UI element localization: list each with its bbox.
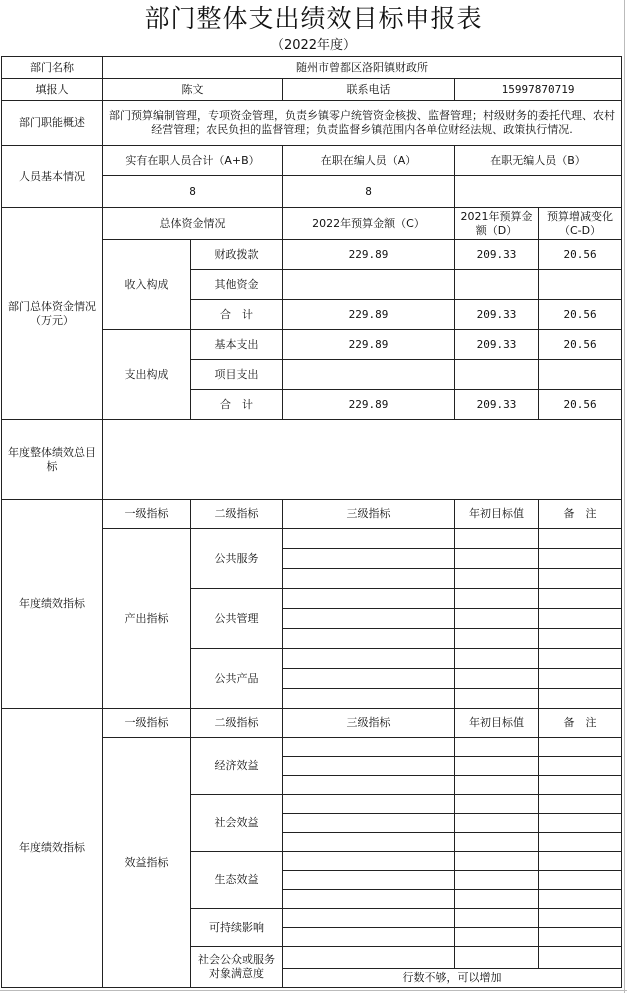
expense-name: 基本支出: [191, 330, 283, 360]
level3-cell[interactable]: [283, 776, 455, 795]
remark-cell[interactable]: [539, 852, 622, 871]
staff-header-a: 在职在编人员（A）: [283, 146, 455, 176]
remark-cell[interactable]: [539, 589, 622, 609]
benefit-level2-economic: 经济效益: [191, 738, 283, 795]
target-cell[interactable]: [455, 833, 539, 852]
benefit-header-level3: 三级指标: [283, 709, 455, 738]
output-indicators-label: 年度绩效指标: [2, 500, 103, 709]
remark-cell[interactable]: [539, 795, 622, 814]
remark-cell[interactable]: [539, 814, 622, 833]
income-diff[interactable]: [539, 270, 622, 300]
level3-cell[interactable]: [283, 689, 455, 709]
expense-d[interactable]: [455, 360, 539, 390]
output-level1: 产出指标: [103, 529, 191, 709]
staff-a-value[interactable]: 8: [283, 176, 455, 208]
income-total-label: 合 计: [191, 300, 283, 330]
target-cell[interactable]: [455, 589, 539, 609]
output-header-target: 年初目标值: [455, 500, 539, 529]
target-cell[interactable]: [455, 689, 539, 709]
duty-text[interactable]: 部门预算编制管理，专项资金管理，负责乡镇零户统管资金核拨、监督管理；村级财务的委托代理、农村经营管理；农民负担的监督管理；负责监督乡镇范围内各单位财经法规、政策执行情况.: [103, 101, 622, 146]
duty-label: 部门职能概述: [2, 101, 103, 146]
expense-name: 项目支出: [191, 360, 283, 390]
benefit-level2-sustainable: 可持续影响: [191, 909, 283, 947]
add-rows-note: 行数不够，可以增加: [283, 969, 622, 988]
remark-cell[interactable]: [539, 947, 622, 969]
row-duty: [2, 101, 622, 146]
remark-cell[interactable]: [539, 738, 622, 757]
target-cell[interactable]: [455, 549, 539, 569]
row-filler: [2, 79, 622, 101]
remark-cell[interactable]: [539, 629, 622, 649]
row-goal: [2, 420, 622, 500]
row-benefit-headers: [2, 709, 622, 738]
level3-cell[interactable]: [283, 629, 455, 649]
income-name: 财政拨款: [191, 240, 283, 270]
remark-cell[interactable]: [539, 649, 622, 669]
level3-cell[interactable]: [283, 529, 455, 549]
expense-total-d[interactable]: 209.33: [455, 390, 539, 420]
goal-text[interactable]: [103, 420, 622, 500]
filler-name[interactable]: 陈文: [103, 79, 283, 101]
expense-total-c[interactable]: 229.89: [283, 390, 455, 420]
funds-overall-header: 总体资金情况: [103, 208, 283, 240]
expense-diff[interactable]: [539, 360, 622, 390]
grid-bottom-line: [0, 990, 627, 991]
output-header-remark: 备 注: [539, 500, 622, 529]
target-cell[interactable]: [455, 852, 539, 871]
target-cell[interactable]: [455, 649, 539, 669]
expense-diff[interactable]: 20.56: [539, 330, 622, 360]
target-cell[interactable]: [455, 890, 539, 909]
page-year: （2022年度）: [270, 38, 357, 53]
benefit-header-target: 年初目标值: [455, 709, 539, 738]
staff-total-value[interactable]: 8: [103, 176, 283, 208]
target-cell[interactable]: [455, 928, 539, 947]
staff-header-b: 在职无编人员（B）: [455, 146, 622, 176]
benefit-header-level1: 一级指标: [103, 709, 191, 738]
target-cell[interactable]: [455, 814, 539, 833]
remark-cell[interactable]: [539, 669, 622, 689]
expense-c[interactable]: 229.89: [283, 330, 455, 360]
funds-col-2021: 2021年预算金额（D）: [455, 208, 539, 240]
funds-col-change: 预算增减变化（C-D）: [539, 208, 622, 240]
income-d[interactable]: 209.33: [455, 240, 539, 270]
expense-d[interactable]: 209.33: [455, 330, 539, 360]
output-level2-public-service: 公共服务: [191, 529, 283, 589]
grid-edge-line: [624, 0, 625, 993]
benefit-level2-ecological: 生态效益: [191, 852, 283, 909]
income-c[interactable]: 229.89: [283, 240, 455, 270]
expense-label: 支出构成: [103, 330, 191, 420]
income-total-diff[interactable]: 20.56: [539, 300, 622, 330]
income-label: 收入构成: [103, 240, 191, 330]
output-header-level1: 一级指标: [103, 500, 191, 529]
level3-cell[interactable]: [283, 589, 455, 609]
output-level2-public-management: 公共管理: [191, 589, 283, 649]
row-dept: [2, 57, 622, 79]
expense-c[interactable]: [283, 360, 455, 390]
level3-cell[interactable]: [283, 738, 455, 757]
remark-cell[interactable]: [539, 890, 622, 909]
row-output-headers: [2, 500, 622, 529]
target-cell[interactable]: [455, 776, 539, 795]
target-cell[interactable]: [455, 795, 539, 814]
remark-cell[interactable]: [539, 757, 622, 776]
target-cell[interactable]: [455, 569, 539, 589]
funds-col-2022: 2022年预算金额（C）: [283, 208, 455, 240]
benefit-indicators-label: 年度绩效指标: [2, 709, 103, 988]
level3-cell[interactable]: [283, 833, 455, 852]
target-cell[interactable]: [455, 529, 539, 549]
remark-cell[interactable]: [539, 871, 622, 890]
benefit-level1: 效益指标: [103, 738, 191, 988]
level3-cell[interactable]: [283, 890, 455, 909]
income-d[interactable]: [455, 270, 539, 300]
level3-cell[interactable]: [283, 609, 455, 629]
level3-cell[interactable]: [283, 871, 455, 890]
target-cell[interactable]: [455, 738, 539, 757]
remark-cell[interactable]: [539, 529, 622, 549]
target-cell[interactable]: [455, 609, 539, 629]
level3-cell[interactable]: [283, 947, 455, 969]
remark-cell[interactable]: [539, 549, 622, 569]
output-header-level2: 二级指标: [191, 500, 283, 529]
income-name: 其他资金: [191, 270, 283, 300]
level3-cell[interactable]: [283, 928, 455, 947]
remark-cell[interactable]: [539, 689, 622, 709]
remark-cell[interactable]: [539, 776, 622, 795]
income-diff[interactable]: 20.56: [539, 240, 622, 270]
staff-header-total: 实有在职人员合计（A+B）: [103, 146, 283, 176]
level3-cell[interactable]: [283, 852, 455, 871]
income-c[interactable]: [283, 270, 455, 300]
level3-cell[interactable]: [283, 569, 455, 589]
expense-total-diff[interactable]: 20.56: [539, 390, 622, 420]
phone-value[interactable]: 15997870719: [455, 79, 622, 101]
remark-cell[interactable]: [539, 833, 622, 852]
level3-cell[interactable]: [283, 669, 455, 689]
staff-b-value[interactable]: [455, 176, 622, 208]
target-cell[interactable]: [455, 947, 539, 969]
phone-label: 联系电话: [283, 79, 455, 101]
dept-label: 部门名称: [2, 57, 103, 79]
level3-cell[interactable]: [283, 795, 455, 814]
remark-cell[interactable]: [539, 928, 622, 947]
row-staff-headers: [2, 146, 622, 176]
benefit-header-remark: 备 注: [539, 709, 622, 738]
level3-cell[interactable]: [283, 909, 455, 928]
remark-cell[interactable]: [539, 909, 622, 928]
income-total-c[interactable]: 229.89: [283, 300, 455, 330]
level3-cell[interactable]: [283, 814, 455, 833]
target-cell[interactable]: [455, 757, 539, 776]
dept-name[interactable]: 随州市曾都区洛阳镇财政所: [103, 57, 622, 79]
filler-label: 填报人: [2, 79, 103, 101]
staff-label: 人员基本情况: [2, 146, 103, 208]
remark-cell[interactable]: [539, 609, 622, 629]
funds-label: 部门总体资金情况（万元）: [2, 208, 103, 420]
remark-cell[interactable]: [539, 569, 622, 589]
row-funds-headers: [2, 208, 622, 240]
level3-cell[interactable]: [283, 649, 455, 669]
expense-total-label: 合 计: [191, 390, 283, 420]
target-cell[interactable]: [455, 629, 539, 649]
target-cell[interactable]: [455, 669, 539, 689]
benefit-level2-satisfaction: 社会公众或服务对象满意度: [191, 947, 283, 988]
page-title: 部门整体支出绩效目标申报表: [144, 4, 483, 33]
report-form: [1, 56, 622, 988]
income-total-d[interactable]: 209.33: [455, 300, 539, 330]
goal-label: 年度整体绩效总目标: [2, 420, 103, 500]
benefit-header-level2: 二级指标: [191, 709, 283, 738]
output-level2-public-product: 公共产品: [191, 649, 283, 709]
level3-cell[interactable]: [283, 757, 455, 776]
target-cell[interactable]: [455, 871, 539, 890]
benefit-level2-social: 社会效益: [191, 795, 283, 852]
level3-cell[interactable]: [283, 549, 455, 569]
output-header-level3: 三级指标: [283, 500, 455, 529]
target-cell[interactable]: [455, 909, 539, 928]
